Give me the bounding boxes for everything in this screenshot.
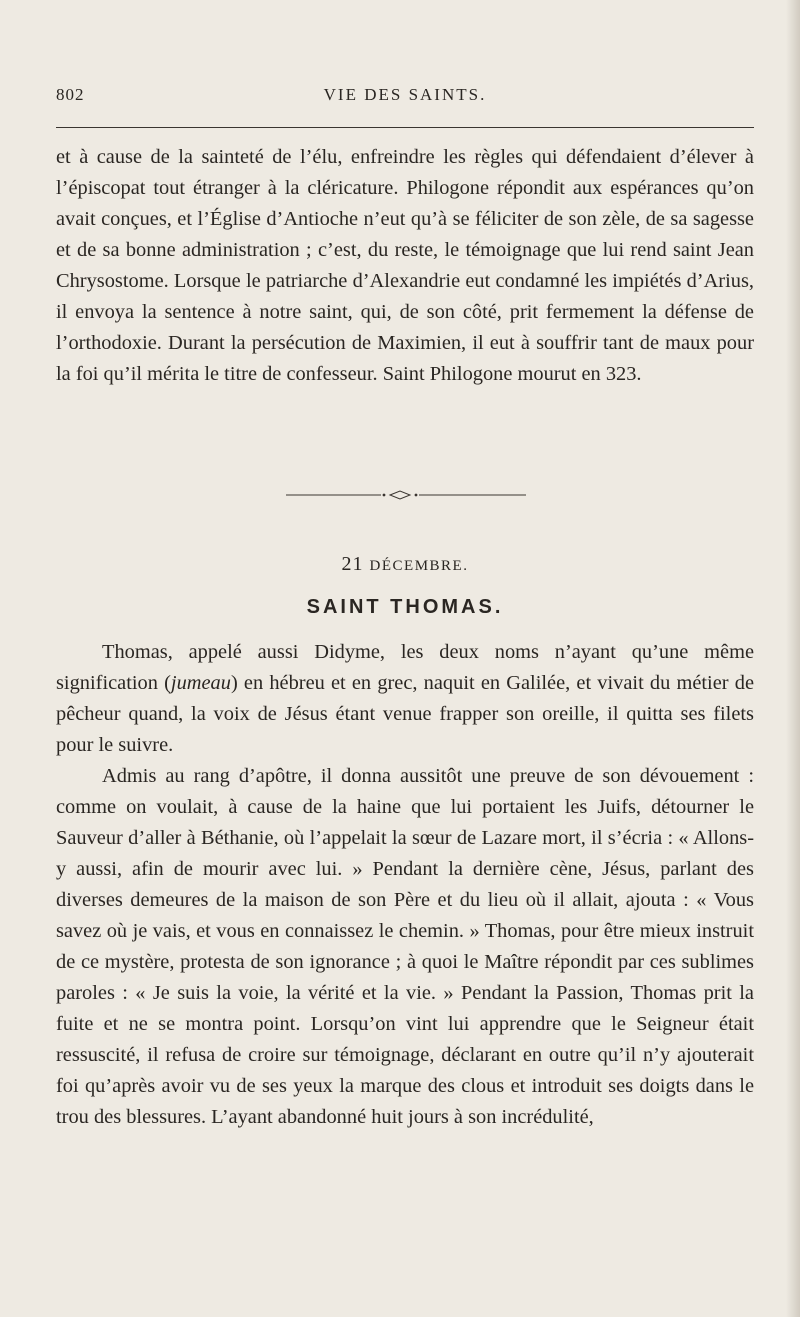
paragraph-thomas-2: Admis au rang d’apôtre, il donna aussitôt une preuve de son dévouement : comme on voulait, à cause de la haine que lui portaient les Juifs, détourner le Sauveur d’aller à Béthanie, où l’appelait la sœur de Lazare mort, il s’écria : « Allons-y aussi, afin de mourir avec lui. » Pendant la dernière cène, Jésus, parlant des diverses demeures de la maison de son Père et du lieu où il allait, ajouta : « Vous savez où je vais, et vous en connaissez le chemin. » Thomas, pour être mieux instruit de ce mystère, protesta de son ignorance ; à quoi le Maître répondit par ces sublimes paroles : « Je suis la voie, la vérité et la vie. » Pendant la Passion, Thomas prit la fuite et ne se montra point. Lorsqu’on vint lui apprendre que le Seigneur était ressuscité, il refusa de croire sur témoignage, déclarant en outre qu’il n’y ajouterait foi qu’après avoir vu de ses yeux la marque des clous et introduit ses doigts dans le trou des blessures. L’ayant abandonné huit jours à son incrédulité,: [56, 765, 754, 1128]
paragraph-thomas-1: [56, 637, 754, 761]
paragraph-thomas-1-a: Thomas, appelé aussi Didyme, les deux noms n’ayant qu’une même signification (: [56, 641, 754, 694]
page-number: 802: [56, 85, 85, 104]
text-block-thomas: [56, 637, 754, 1133]
running-header: [56, 85, 754, 109]
ornament-divider: [286, 488, 526, 502]
text-block-philogone: [56, 142, 754, 390]
date-day: 21: [341, 553, 364, 575]
feast-date: [56, 553, 754, 576]
saint-title: SAINT THOMAS.: [306, 596, 504, 618]
jumeau-italic: jumeau: [170, 672, 231, 694]
running-title: VIE DES SAINTS.: [323, 85, 487, 104]
header-rule: [56, 127, 754, 128]
date-month: DÉCEMBRE.: [369, 558, 469, 574]
page-edge-shadow: [786, 0, 800, 1317]
paragraph-philogone: et à cause de la sainteté de l’élu, enfreindre les règles qui défendaient d’élever à l’épiscopat tout étranger à la cléricature. Philogone répondit aux espérances qu’on avait conçues, et l’Église d’Antioche n’eut qu’à se féliciter de son zèle, de sa sagesse et de sa bonne administration ; c’est, du reste, le témoignage que lui rend saint Jean Chrysostome. Lorsque le patriarche d’Alexandrie eut condamné les impiétés d’Arius, il envoya la sentence à notre saint, qui, de son côté, prit fermement la défense de l’orthodoxie. Durant la persécution de Maximien, il eut à souffrir tant de maux pour la foi qu’il mérita le titre de confesseur. Saint Philogone mourut en 323.: [56, 146, 754, 385]
paragraph-thomas-1-b: ) en hébreu et en grec, naquit en Galilée, et vivait du métier de pêcheur quand, la voix de Jésus étant venue frapper son oreille, il quitta ses filets pour le suivre.: [56, 672, 754, 756]
